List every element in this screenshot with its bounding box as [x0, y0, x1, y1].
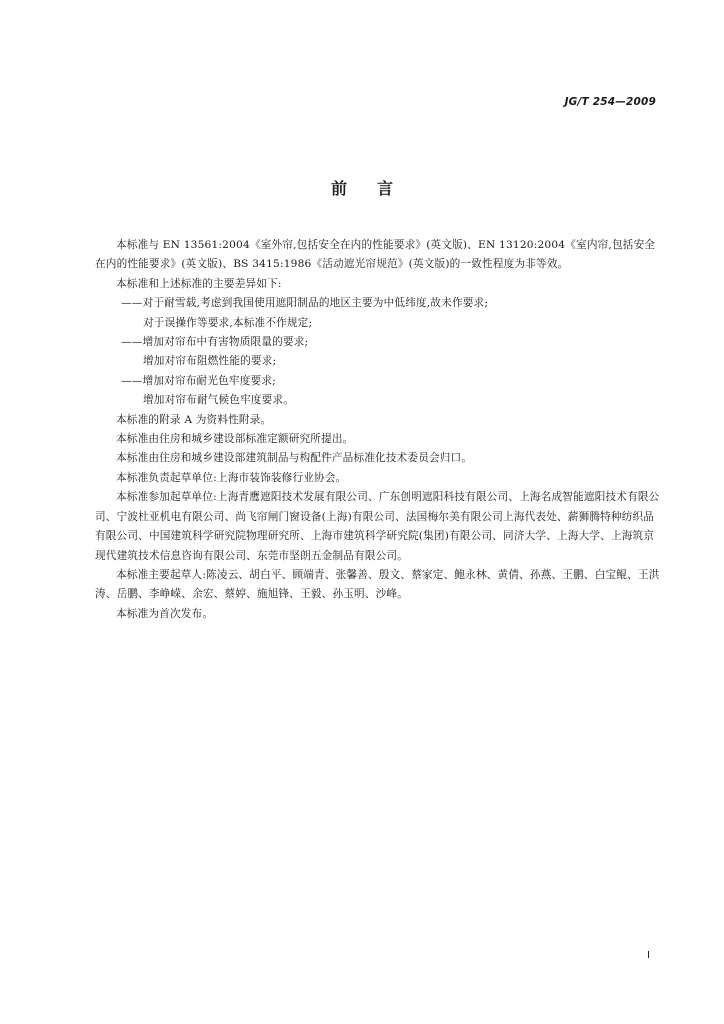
paragraph-committee: 本标准由住房和城乡建设部建筑制品与构配件产品标准化技术委员会归口。: [116, 452, 473, 465]
title-char-1: 前: [330, 179, 347, 198]
paragraph-lead-drafter: 本标准负责起草单位:上海市装饰装修行业协会。: [116, 471, 347, 484]
paragraph-differences-intro: 本标准和上述标准的主要差异如下:: [116, 277, 282, 290]
foreword-body: [95, 236, 661, 624]
paragraph-consistency: 本标准与 EN 13561:2004《室外帘,包括安全在内的性能要求》(英文版)、EN 13120:2004《室内帘,包括安全在内的性能要求》(英文版)、BS 3415:1986《活动遮光帘规范》(英文版)的一致性程度为非等效。: [95, 239, 656, 271]
paragraph-first-release: 本标准为首次发布。: [116, 607, 214, 620]
page-title: [0, 176, 724, 199]
paragraph-proposer: 本标准由住房和城乡建设部标准定额研究所提出。: [116, 433, 354, 446]
paragraph-participating-units: 本标准参加起草单位:上海青鹰遮阳技术发展有限公司、广东创明遮阳科技有限公司、上海名成智能遮阳技术有限公司、宁波杜亚机电有限公司、尚飞帘闸门窗设备(上海)有限公司、法国梅尔美有限公司上海代表处、薪狮腾特种纺织品有限公司、中国建筑科学研究院物理研究所、上海市建筑科学研究院(集团)有限公司、同济大学、上海大学、上海筑京现代建筑技术信息咨询有限公司、东莞市坚朗五金制品有限公司。: [95, 491, 660, 562]
page-number: I: [647, 950, 650, 961]
paragraph-appendix: 本标准的附录 A 为资料性附录。: [116, 413, 272, 426]
title-char-2: 言: [377, 179, 394, 198]
paragraph-drafters: 本标准主要起草人:陈凌云、胡白平、顾端青、张馨善、殷文、蔡家定、鲍永林、黄倩、孙燕、王鹏、白宝鲲、王洪涛、岳鹏、李峥嵘、余宏、蔡婷、施旭锋、王毅、孙玉明、沙峰。: [95, 568, 660, 601]
difference-item: ——增加对帘布耐光色牢度要求;: [121, 374, 276, 387]
difference-item: 对于误操作等要求,本标准不作规定;: [143, 316, 313, 329]
standard-code: JG/T 254—2009: [564, 96, 656, 108]
difference-item: ——增加对帘布中有害物质限量的要求;: [121, 336, 309, 349]
difference-item: 增加对帘布阻燃性能的要求;: [143, 355, 277, 368]
difference-item: 增加对帘布耐气候色牢度要求。: [143, 394, 295, 407]
difference-item: ——对于耐雪载,考虑到我国使用遮阳制品的地区主要为中低纬度,故未作要求;: [121, 297, 489, 310]
